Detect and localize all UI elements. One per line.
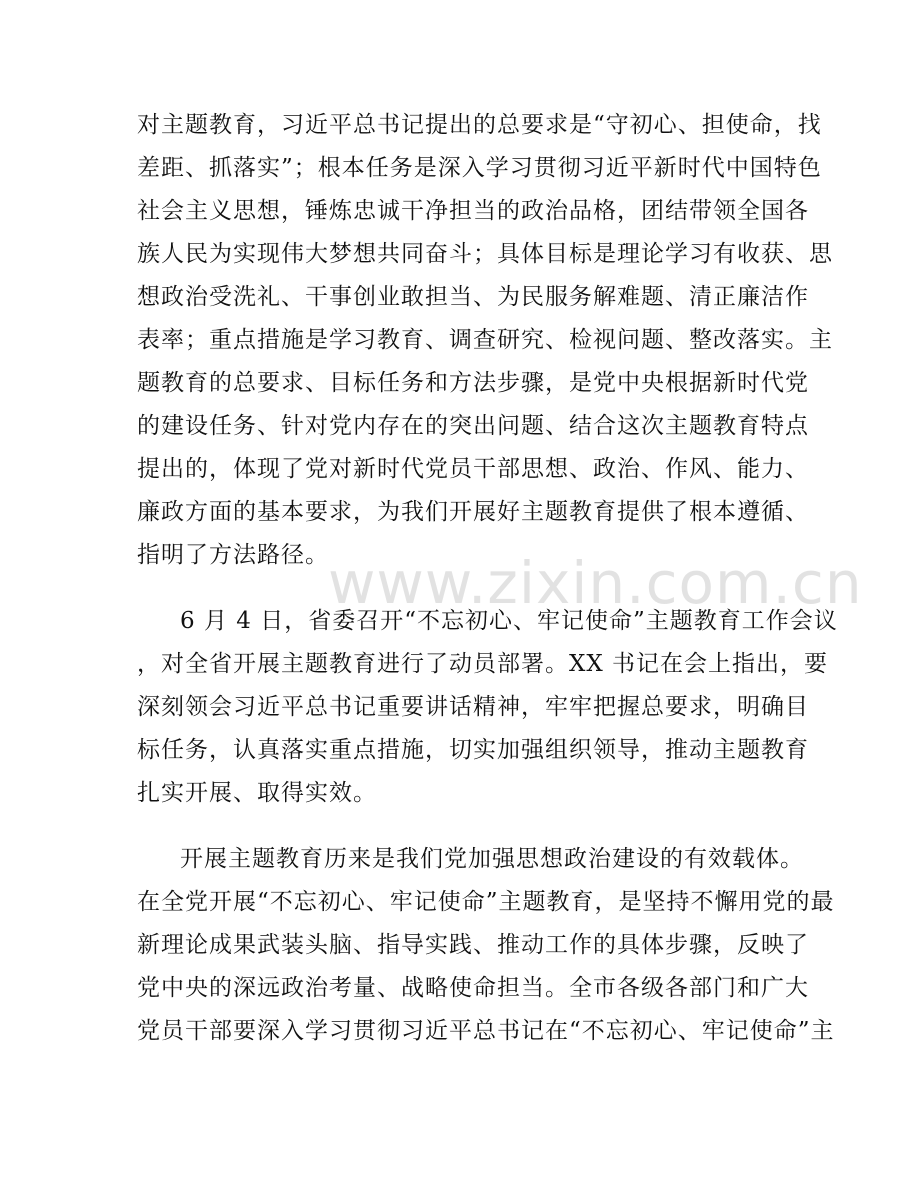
text-line: 深刻领会习近平总书记重要讲话精神，牢牢把握总要求，明确目 [137,694,809,720]
watermark: www.zixin.com.cn [328,549,863,617]
text-line: 族人民为实现伟大梦想共同奋斗；具体目标是理论学习有收获、思 [137,241,833,267]
text-line: 廉政方面的基本要求，为我们开展好主题教育提供了根本遵循、 [137,499,809,525]
text-line: 提出的，体现了党对新时代党员干部思想、政治、作风、能力、 [137,456,809,482]
text-line: 在全党开展“不忘初心、牢记使命”主题教育，是坚持不懈用党的最 [137,889,835,915]
text-line: ，对全省开展主题教育进行了动员部署。XX 书记在会上指出，要 [137,651,829,677]
text-line: 标任务，认真落实重点措施，切实加强组织领导，推动主题教育 [137,737,809,763]
text-line: 6 月 4 日，省委召开“不忘初心、牢记使命”主题教育工作会议 [180,608,838,634]
text-line: 对主题教育，习近平总书记提出的总要求是“守初心、担使命，找 [137,112,822,138]
text-line: 党员干部要深入学习贯彻习近平总书记在“不忘初心、牢记使命”主 [137,1018,835,1044]
text-line: 党中央的深远政治考量、战略使命担当。全市各级各部门和广大 [137,975,809,1001]
text-line: 差距、抓落实”；根本任务是深入学习贯彻习近平新时代中国特色 [137,155,822,181]
text-line: 社会主义思想，锤炼忠诚干净担当的政治品格，团结带领全国各 [137,198,809,224]
text-line: 题教育的总要求、目标任务和方法步骤，是党中央根据新时代党 [137,370,809,396]
text-line: 表率；重点措施是学习教育、调查研究、检视问题、整改落实。主 [137,327,833,353]
text-line: 新理论成果武装头脑、指导实践、推动工作的具体步骤，反映了 [137,932,809,958]
text-line: 开展主题教育历来是我们党加强思想政治建设的有效载体。 [180,846,804,872]
text-line: 想政治受洗礼、干事创业敢担当、为民服务解难题、清正廉洁作 [137,284,809,310]
text-line: 指明了方法路径。 [137,542,329,568]
text-line: 的建设任务、针对党内存在的突出问题、结合这次主题教育特点 [137,413,809,439]
text-line: 扎实开展、取得实效。 [137,780,377,806]
